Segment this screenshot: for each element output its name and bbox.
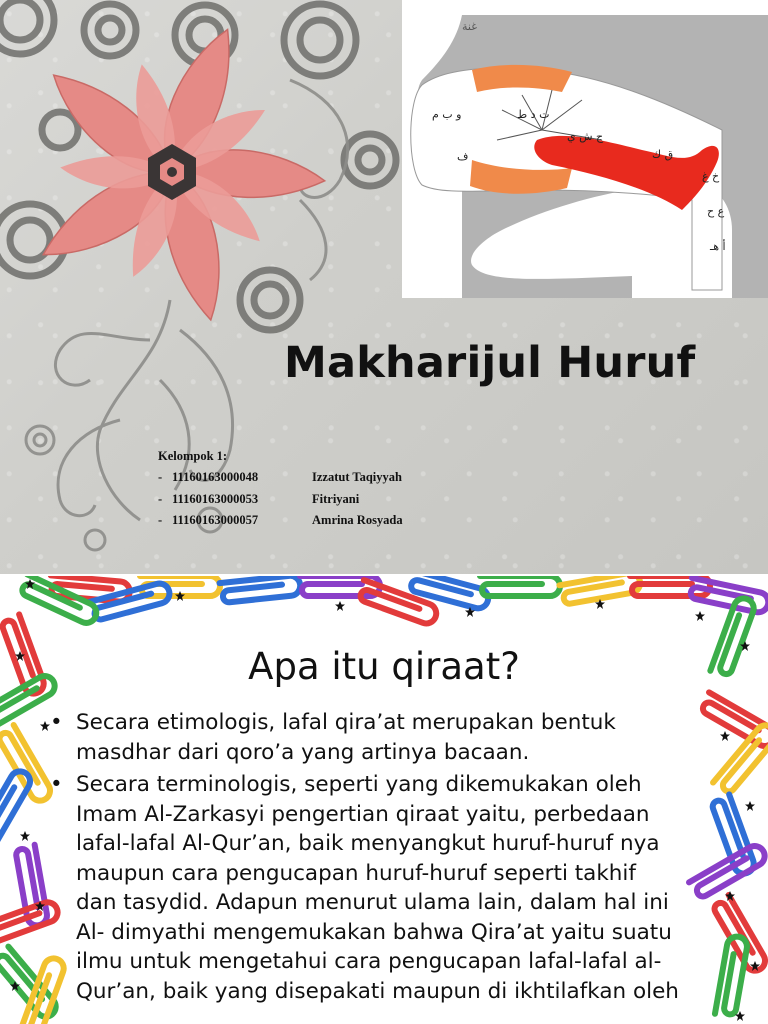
member-row <box>158 491 360 514</box>
top-clips <box>19 576 768 626</box>
ghunnah-label: غنة <box>462 20 477 33</box>
group-members <box>158 449 403 535</box>
bullet-list <box>50 708 750 1009</box>
member-name: Amrina Rosyada <box>312 513 403 527</box>
letters-group-3: خ غ <box>702 170 720 183</box>
letters-group-1: ت د ط <box>517 108 550 121</box>
member-row <box>158 470 402 492</box>
bullet-line: masdhar dari qoro’a yang artinya bacaan. <box>76 739 530 765</box>
letters-group-4: ع ح <box>707 205 725 218</box>
member-row <box>158 513 403 535</box>
group-label: Kelompok 1: <box>158 449 228 463</box>
letters-group-2: ق ك <box>652 148 674 161</box>
bullet-line: Qur’an, baik yang disepakati maupun di ikhtilafkan oleh <box>76 978 679 1004</box>
bullet-line: Imam Al-Zarkasyi pengertian qiraat yaitu, perbedaan <box>76 801 650 827</box>
bullet-item <box>50 708 750 767</box>
bullet-dot: • <box>50 772 63 797</box>
bullet-line: lafal-lafal Al-Qur’an, baik menyangkut huruf-huruf nya <box>76 831 660 856</box>
member-dash: - <box>158 470 163 484</box>
mouth-diagram-svg <box>402 0 768 298</box>
slide-2-title: Apa itu qiraat? <box>248 645 520 688</box>
flower <box>33 22 326 324</box>
bullet-line: dan tasydid. Adapun menurut ulama lain, dalam hal ini <box>76 890 669 915</box>
member-nim: 11160163000053 <box>172 491 259 506</box>
bullet-item <box>50 770 750 1006</box>
bullet-line: ilmu untuk mengetahui cara pengucapan lafal-lafal al- <box>76 949 662 974</box>
bullet-line: maupun cara pengucapan huruf-huruf seperti takhif <box>76 860 636 886</box>
bullet-line: Al- dimyathi mengemukakan bahwa Qira’at yaitu suatu <box>76 919 672 945</box>
bullet-line: Secara terminologis, seperti yang dikemukakan oleh <box>76 772 642 797</box>
bullet-dot: • <box>50 710 63 735</box>
letters-group-6: ف <box>457 150 469 163</box>
member-dash: - <box>158 491 163 506</box>
member-nim: 11160163000057 <box>172 513 259 527</box>
makhraj-diagram <box>402 0 768 298</box>
letters-group-7: ج ش ي <box>567 130 604 143</box>
member-name: Fitriyani <box>312 491 360 506</box>
bullet-line: Secara etimologis, lafal qira’at merupakan bentuk <box>76 710 616 735</box>
member-nim: 11160163000048 <box>172 470 259 484</box>
member-dash: - <box>158 513 163 527</box>
member-name: Izzatut Taqiyyah <box>312 470 402 484</box>
letters-group-8: و ب م <box>432 108 462 121</box>
slide-title: Makharijul Huruf <box>284 338 696 388</box>
letters-group-5: أ هـ <box>710 240 726 253</box>
